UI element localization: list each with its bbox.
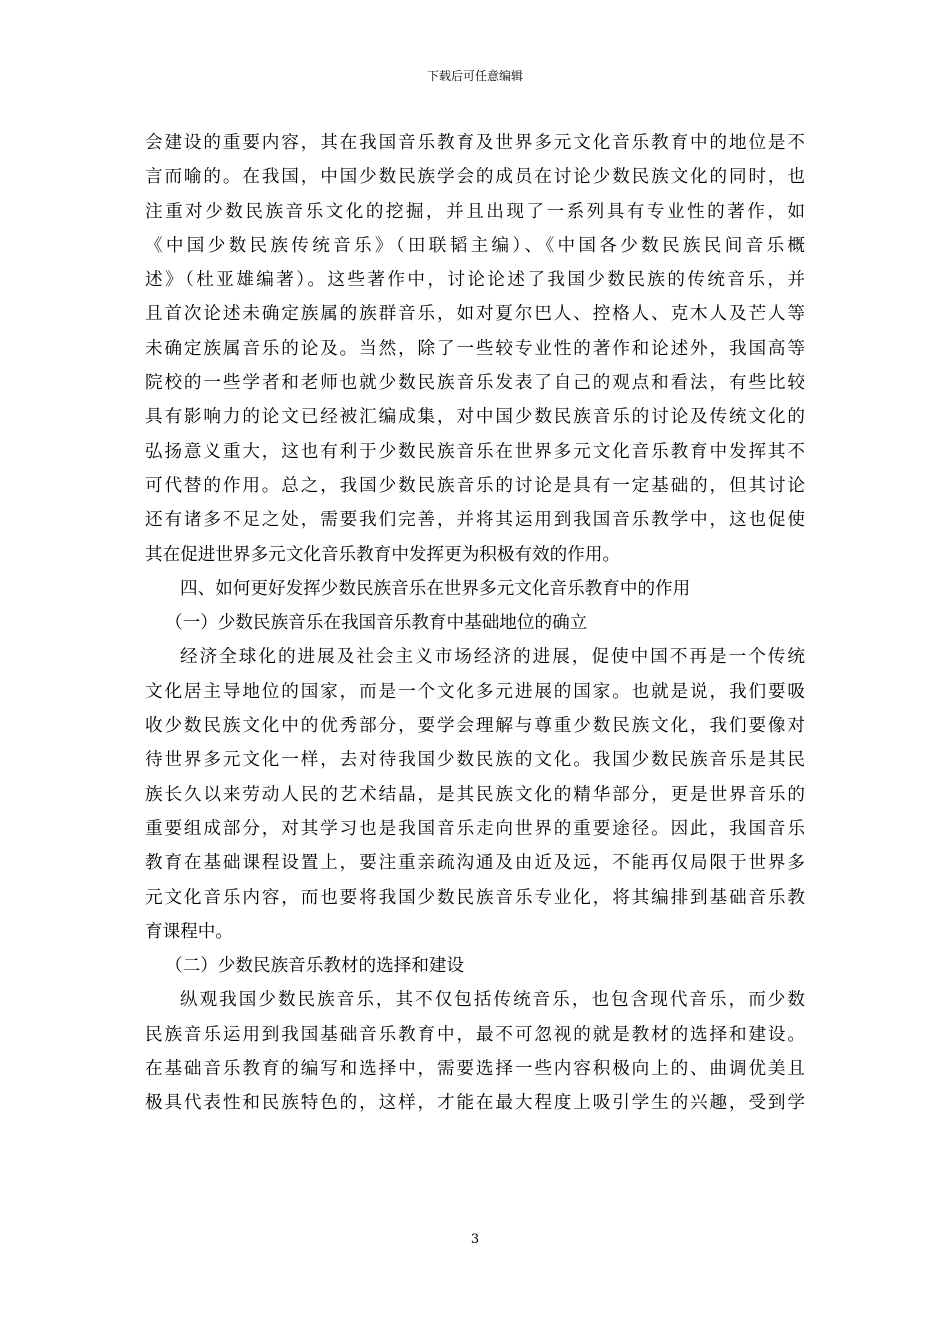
text-line: 极具代表性和民族特色的，这样，才能在最大程度上吸引学生的兴趣，受到学 [145,1093,805,1114]
text-line: 待世界多元文化一样，去对待我国少数民族的文化。我国少数民族音乐是其民 [145,750,805,771]
text-line: 元文化音乐内容，而也要将我国少数民族音乐专业化，将其编排到基础音乐教 [145,887,805,908]
text-line: 经济全球化的进展及社会主义市场经济的进展，促使中国不再是一个传统 [180,647,805,668]
text-line: 民族音乐运用到我国基础音乐教育中，最不可忽视的就是教材的选择和建设。 [145,1024,805,1045]
text-line: 述》（杜亚雄编著）。这些著作中，讨论论述了我国少数民族的传统音乐，并 [145,270,805,291]
text-line: 还有诸多不足之处，需要我们完善，并将其运用到我国音乐教学中，这也促使 [145,510,805,531]
document-body [145,126,805,1121]
text-line: 且首次论述未确定族属的族群音乐，如对夏尔巴人、控格人、克木人及芒人等 [145,304,805,325]
text-line: 可代替的作用。总之，我国少数民族音乐的讨论是具有一定基础的，但其讨论 [145,475,805,496]
text-line: 注重对少数民族音乐文化的挖掘，并且出现了一系列具有专业性的著作，如 [145,201,805,222]
text-line: 弘扬意义重大，这也有利于少数民族音乐在世界多元文化音乐教育中发挥其不 [145,441,805,462]
text-line: 《中国少数民族传统音乐》（田联韬主编）、《中国各少数民族民间音乐概 [145,235,805,256]
text-line: 未确定族属音乐的论及。当然，除了一些较专业性的著作和论述外，我国高等 [145,338,805,359]
text-line: 文化居主导地位的国家，而是一个文化多元进展的国家。也就是说，我们要吸 [145,681,805,702]
section-heading: 四、如何更好发挥少数民族音乐在世界多元文化音乐教育中的作用 [180,578,691,599]
text-line: 其在促进世界多元文化音乐教育中发挥更为积极有效的作用。 [145,544,621,565]
text-line: 在基础音乐教育的编写和选择中，需要选择一些内容积极向上的、曲调优美且 [145,1059,805,1080]
page-header: 下载后可任意编辑 [426,69,523,83]
paragraph [145,640,805,949]
subsection-heading: （一）少数民族音乐在我国音乐教育中基础地位的确立 [165,613,588,634]
text-line: 重要组成部分，对其学习也是我国音乐走向世界的重要途径。因此，我国音乐 [145,818,805,839]
text-line: 收少数民族文化中的优秀部分，要学会理解与尊重少数民族文化，我们要像对 [145,716,805,737]
subsection-heading: （二）少数民族音乐教材的选择和建设 [165,956,465,977]
text-line: 教育在基础课程设置上，要注重亲疏沟通及由近及远，不能再仅局限于世界多 [145,853,805,874]
text-line: 族长久以来劳动人民的艺术结晶，是其民族文化的精华部分，更是世界音乐的 [145,784,805,805]
text-line: 纵观我国少数民族音乐，其不仅包括传统音乐，也包含现代音乐，而少数 [180,990,805,1011]
text-line: 言而喻的。在我国，中国少数民族学会的成员在讨论少数民族文化的同时，也 [145,167,805,188]
paragraph [145,983,805,1120]
text-line: 育课程中。 [145,921,233,942]
text-line: 具有影响力的论文已经被汇编成集，对中国少数民族音乐的讨论及传统文化的 [145,407,805,428]
text-line: 会建设的重要内容，其在我国音乐教育及世界多元文化音乐教育中的地位是不 [145,133,805,153]
paragraph [145,126,805,572]
text-line: 院校的一些学者和老师也就少数民族音乐发表了自己的观点和看法，有些比较 [145,373,805,394]
page-number: 3 [470,1232,480,1247]
